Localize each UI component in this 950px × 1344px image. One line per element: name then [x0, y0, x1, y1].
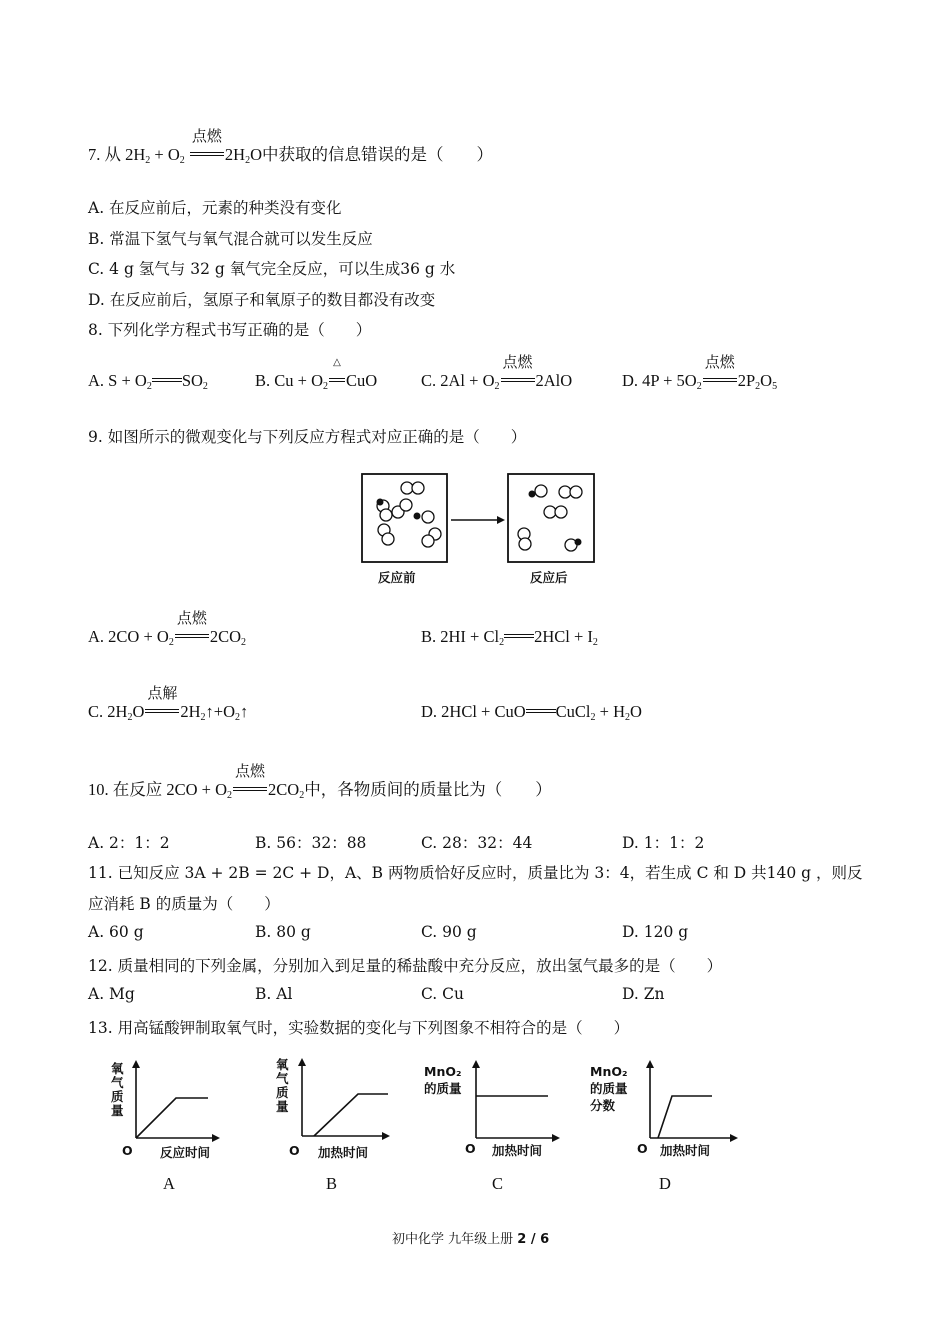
graph-b-curve: [314, 1094, 388, 1136]
graph-d-xlabel: 加热时间: [660, 1143, 711, 1158]
q9-option-b: B. $2HI + Cl_2$ $2HCl + I_2$: [421, 627, 598, 648]
q8-option-c: C. $2Al + O_2$ 点燃 2AlO: [421, 353, 573, 392]
q9-option-a: A. $2CO + O_2$ 点燃 $2CO_2$: [88, 609, 246, 648]
graph-a-curve: [136, 1098, 208, 1138]
q9-option-c: C. $2H_2O$ 点解 $2H_2↑+O_2↑$: [88, 684, 249, 723]
graph-b-origin: O: [289, 1143, 300, 1158]
after-label: 反应后: [530, 570, 568, 585]
graph-a: [128, 1058, 223, 1143]
reaction-condition: 点燃: [190, 145, 224, 165]
q11-option-b: B. 80 g: [255, 923, 311, 941]
q12-option-d: D. Zn: [622, 985, 665, 1003]
graph-d-ylabel: MnO₂ 的质量 分数: [590, 1064, 628, 1113]
graph-b-label: B: [326, 1174, 338, 1193]
q12-stem: 12. 质量相同的下列金属，分别加入到足量的稀盐酸中充分反应，放出氢气最多的是（ ）: [88, 957, 723, 975]
graph-c-xlabel: 加热时间: [492, 1143, 543, 1158]
graph-b-ylabel: 氧 气 质 量: [276, 1057, 289, 1114]
q7-option-d: D. 在反应前后，氢原子和氧原子的数目都没有改变: [88, 291, 436, 309]
graph-a-ylabel: 氧 气 质 量: [111, 1061, 124, 1118]
atom-black: [575, 539, 582, 546]
q8-option-b: B. $Cu + O_2$ △ CuO: [255, 357, 378, 392]
graph-a-xlabel: 反应时间: [160, 1145, 211, 1160]
graph-b: [294, 1056, 394, 1140]
q8-option-a: A. $S + O_2$ $SO_2$: [88, 371, 208, 392]
q10-option-a: A. 2：1：2: [88, 834, 170, 852]
q7-stem: 7. 从 $2H_2 + O_2$ 点燃 $2H_2O$中获取的信息错误的是（ ）: [88, 127, 493, 166]
graph-d-origin: O: [637, 1141, 648, 1156]
atom-black: [414, 513, 421, 520]
graph-c-origin: O: [465, 1141, 476, 1156]
graph-c-ylabel: MnO₂ 的质量: [424, 1064, 462, 1096]
q8-option-d: D. $4P + 5O_2$ 点燃 $2P_2O_5$: [622, 353, 778, 392]
q7-option-c: C. 4 g 氢气与 32 g 氧气完全反应，可以生成36 g 水: [88, 260, 456, 278]
q10-option-d: D. 1：1：2: [622, 834, 705, 852]
before-label: 反应前: [378, 570, 416, 585]
atom-black: [377, 499, 384, 506]
q12-option-a: A. Mg: [88, 985, 135, 1003]
graph-c: [468, 1058, 563, 1142]
q11-option-d: D. 120 g: [622, 923, 689, 941]
graph-d-curve: [658, 1096, 712, 1138]
q7-option-a: A. 在反应前后，元素的种类没有变化: [88, 199, 342, 217]
q11-option-a: A. 60 g: [88, 923, 144, 941]
q12-option-b: B. Al: [255, 985, 293, 1003]
q11-stem-line1: 11. 已知反应 3A + 2B = 2C + D，A、B 两物质恰好反应时，质量比为 3：4，若生成 C 和 D 共140 g ，则反: [88, 864, 863, 882]
q10-option-b: B. 56：32：88: [255, 834, 367, 852]
after-molecules: [518, 485, 582, 551]
graph-b-xlabel: 加热时间: [318, 1145, 369, 1160]
atom-black: [529, 491, 536, 498]
q10-stem: 10. 在反应 $2CO + O_2$ 点燃 $2CO_2$中，各物质间的质量比为（ ）: [88, 762, 552, 801]
q11-option-c: C. 90 g: [421, 923, 477, 941]
graph-a-origin: O: [122, 1143, 133, 1158]
graph-a-label: A: [163, 1174, 175, 1193]
graph-d: [642, 1058, 742, 1142]
page-number: 2 / 6: [517, 1232, 550, 1247]
q9-option-d: D. 2HCl + CuO CuCl$_2$ + $H_2O$: [421, 702, 642, 723]
before-molecules: [377, 482, 441, 547]
q12-option-c: C. Cu: [421, 985, 465, 1003]
page-footer: 初中化学 九年级上册 2 / 6: [392, 1232, 550, 1247]
q10-option-c: C. 28：32：44: [421, 834, 533, 852]
q9-stem: 9. 如图所示的微观变化与下列反应方程式对应正确的是（ ）: [88, 428, 527, 446]
graph-c-label: C: [492, 1174, 504, 1193]
q11-stem-line2: 应消耗 B 的质量为（ ）: [88, 895, 280, 913]
q7-option-b: B. 常温下氢气与氧气混合就可以发生反应: [88, 230, 373, 248]
q13-stem: 13. 用高锰酸钾制取氧气时，实验数据的变化与下列图象不相符合的是（ ）: [88, 1019, 630, 1037]
graph-d-label: D: [659, 1174, 671, 1193]
q8-stem: 8. 下列化学方程式书写正确的是（ ）: [88, 321, 372, 339]
